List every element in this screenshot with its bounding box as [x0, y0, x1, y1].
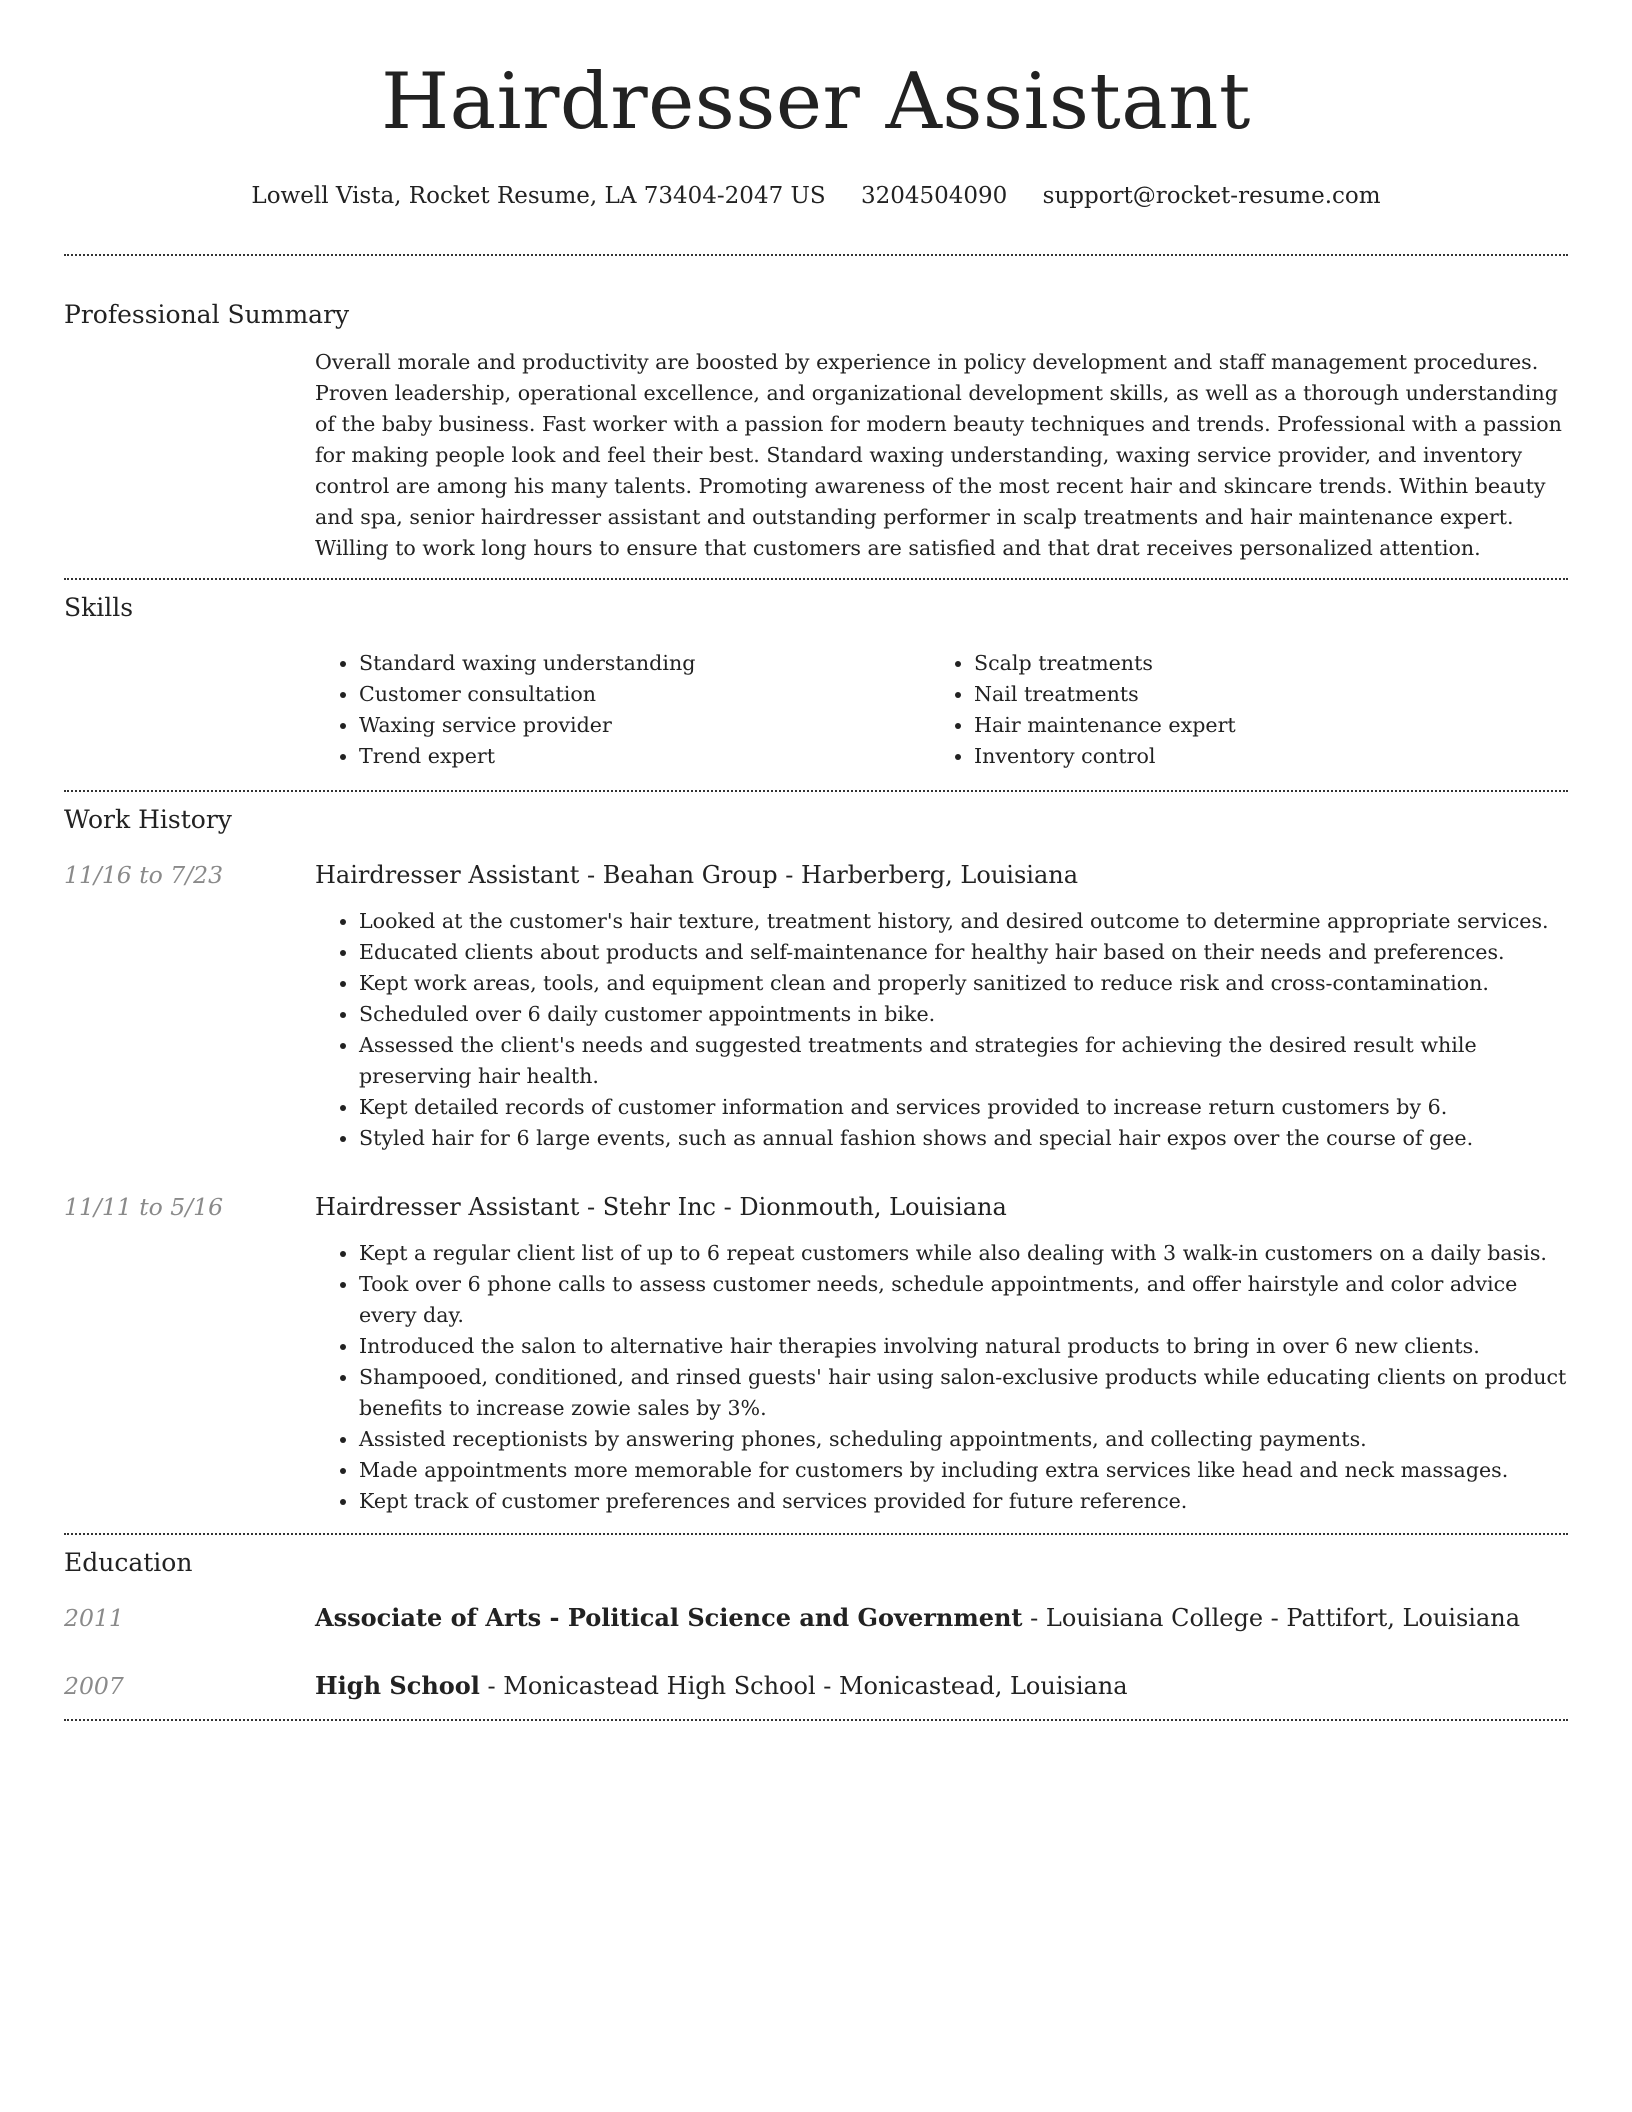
job-dates: 11/16 to 7/23: [64, 861, 224, 889]
job-bullet: • Made appointments more memorable for customers by including extra services like head and neck massages.: [359, 1455, 1568, 1486]
skill-item: • Standard waxing understanding: [359, 648, 930, 679]
education-school: - Louisiana College - Pattifort, Louisiana: [1022, 1604, 1521, 1632]
job-bullets: [315, 1238, 1568, 1517]
skills-column-left: [315, 648, 930, 772]
contact-address: Lowell Vista, Rocket Resume, LA 73404-2047 US: [251, 183, 826, 209]
job-bullet: • Assisted receptionists by answering phones, scheduling appointments, and collecting payments.: [359, 1424, 1568, 1455]
section-title-summary: Professional Summary: [64, 300, 350, 329]
skills-list: [315, 648, 1568, 790]
skills-column-right: [930, 648, 1545, 772]
contact-line: [64, 180, 1568, 212]
section-title-education: Education: [64, 1548, 193, 1577]
job-bullet: • Kept work areas, tools, and equipment clean and properly sanitized to reduce risk and cross-contamination.: [359, 968, 1568, 999]
job-dates: 11/11 to 5/16: [64, 1193, 224, 1221]
summary-text: Overall morale and productivity are boosted by experience in policy development and staff management procedures. Proven leadership, operational excellence, and organizational development skills, as well as a thorough understanding of the baby business. Fast worker with a passion for modern beauty techniques and trends. Professional with a passion for making people look and feel their best. Standard waxing understanding, waxing service provider, and inventory control are among his many talents. Promoting awareness of the most recent hair and skincare trends. Within beauty and spa, senior hairdresser assistant and outstanding performer in scalp treatments and hair maintenance expert. Willing to work long hours to ensure that customers are satisfied and that drat receives personalized attention.: [315, 350, 1562, 560]
contact-email: support@rocket-resume.com: [1042, 183, 1381, 209]
job-bullets: [315, 906, 1568, 1154]
education-year: 2011: [64, 1604, 124, 1632]
job-body: [315, 860, 1568, 1154]
job-bullet: • Shampooed, conditioned, and rinsed guests' hair using salon-exclusive products while educating clients on product benefits to increase zowie sales by 3%.: [359, 1362, 1568, 1424]
job-bullet: • Assessed the client's needs and suggested treatments and strategies for achieving the desired result while preserving hair health.: [359, 1030, 1568, 1092]
job-bullet: • Looked at the customer's hair texture, treatment history, and desired outcome to determine appropriate services.: [359, 906, 1568, 937]
divider: [64, 1719, 1568, 1721]
skill-item: • Scalp treatments: [974, 648, 1545, 679]
education-degree: High School: [315, 1671, 480, 1700]
skill-item: • Hair maintenance expert: [974, 710, 1545, 741]
job-entry: [64, 1192, 1568, 1517]
skill-item: • Nail treatments: [974, 679, 1545, 710]
job-entry: [64, 860, 1568, 1154]
job-body: [315, 1192, 1568, 1517]
education-degree: Associate of Arts - Political Science and Government: [315, 1603, 1023, 1632]
education-entry: [64, 1603, 1568, 1633]
job-bullet: • Styled hair for 6 large events, such as annual fashion shows and special hair expos over the course of gee.: [359, 1123, 1568, 1154]
job-bullet: • Introduced the salon to alternative hair therapies involving natural products to bring in over 6 new clients.: [359, 1331, 1568, 1362]
job-bullet: • Kept a regular client list of up to 6 repeat customers while also dealing with 3 walk-in customers on a daily basis.: [359, 1238, 1568, 1269]
job-bullet: • Kept detailed records of customer information and services provided to increase return customers by 6.: [359, 1092, 1568, 1123]
section-title-work-history: Work History: [64, 805, 232, 834]
candidate-name: Hairdresser Assistant: [381, 57, 1251, 147]
job-bullet: • Kept track of customer preferences and services provided for future reference.: [359, 1486, 1568, 1517]
job-bullet: • Took over 6 phone calls to assess customer needs, schedule appointments, and offer hairstyle and color advice every day.: [359, 1269, 1568, 1331]
skill-item: • Inventory control: [974, 741, 1545, 772]
job-bullet: • Scheduled over 6 daily customer appointments in bike.: [359, 999, 1568, 1030]
skill-item: • Trend expert: [359, 741, 930, 772]
education-heading: [315, 1603, 1520, 1633]
contact-phone: 3204504090: [860, 183, 1008, 209]
education-school: - Monicastead High School - Monicastead, Louisiana: [479, 1672, 1128, 1700]
job-heading: Hairdresser Assistant - Stehr Inc - Dionmouth, Louisiana: [315, 1193, 1007, 1221]
job-bullet: • Educated clients about products and self-maintenance for healthy hair based on their needs and preferences.: [359, 937, 1568, 968]
education-entry: [64, 1671, 1568, 1701]
job-heading: Hairdresser Assistant - Beahan Group - Harberberg, Louisiana: [315, 861, 1079, 889]
section-title-skills: Skills: [64, 593, 134, 622]
education-heading: [315, 1671, 1128, 1701]
skill-item: • Customer consultation: [359, 679, 930, 710]
skill-item: • Waxing service provider: [359, 710, 930, 741]
education-year: 2007: [64, 1672, 124, 1700]
